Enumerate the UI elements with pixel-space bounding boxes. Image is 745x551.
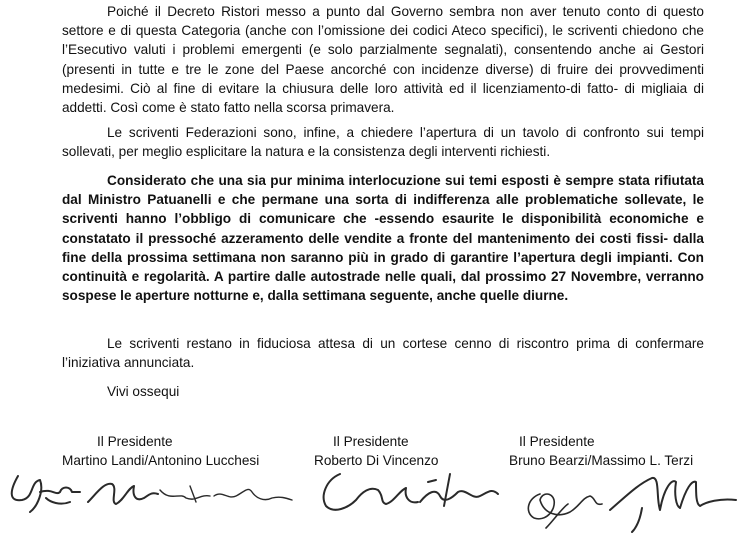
signature-bearzi-terzi (510, 458, 745, 548)
paragraph-attesa-riscontro: Le scriventi restano in fiduciosa attesa di un cortese cenno di riscontro prima di confermare l’iniziativa annunciata. (62, 336, 704, 371)
signatory-names: Bruno Bearzi/Massimo L. Terzi (509, 453, 694, 468)
signatory-title: Il Presidente (519, 434, 595, 449)
signatory-title: Il Presidente (97, 434, 173, 449)
signature-di-vincenzo (300, 462, 510, 542)
paragraph-sospensione-aperture: Considerato che una sia pur minima interlocuzione sui temi esposti è sempre stata rifiutata dal Ministro Patuanelli e che permane una sorta di indifferenza alle problematiche sollevate, le scriventi hanno l’obbligo di comunicare che -essendo esaurite le disponibilità economiche e constatato il pressoché azzeramento delle vendite a fronte del mantenimento dei costi fissi- dalla fine della prossima settimana non saranno più in grado di garantire l’apertura degli impianti. Con continuità e regolarità. A partire dalle autostrade nelle quali, dal prossimo 27 Novembre, verranno sospese le aperture notturne e, dalla settimana seguente, anche quelle diurne. (62, 173, 704, 304)
paragraph-decreto-ristori: Poiché il Decreto Ristori messo a punto dal Governo sembra non aver tenuto conto di questo settore e di questa Categoria (anche con l’omissione dei codici Ateco specifici), le scriventi chiedono che l’Esecutivo valuti i problemi emergenti (e solo parzialmente segnalati), consentendo anche ai Gestori (presenti in tutte e tre le zone del Paese ancorché con incidenze diverse) di fruire dei provvedimenti medesimi. Ciò al fine di evitare la chiusura delle loro attività ed il licenziamento-di fatto- di migliaia di addetti. Così come è stato fatto nella scorsa primavera. (62, 4, 704, 116)
signatory-names: Roberto Di Vincenzo (314, 453, 439, 468)
closing-salutation: Vivi ossequi (107, 384, 180, 399)
paragraph-tavolo-confronto: Le scriventi Federazioni sono, infine, a chiedere l’apertura di un tavolo di confronto sui tempi sollevati, per meglio esplicitare la natura e la consistenza degli interventi richiesti. (62, 125, 704, 160)
signatory-title: Il Presidente (333, 434, 409, 449)
signature-landi-lucchesi (0, 462, 300, 542)
signatory-names: Martino Landi/Antonino Lucchesi (62, 453, 260, 468)
